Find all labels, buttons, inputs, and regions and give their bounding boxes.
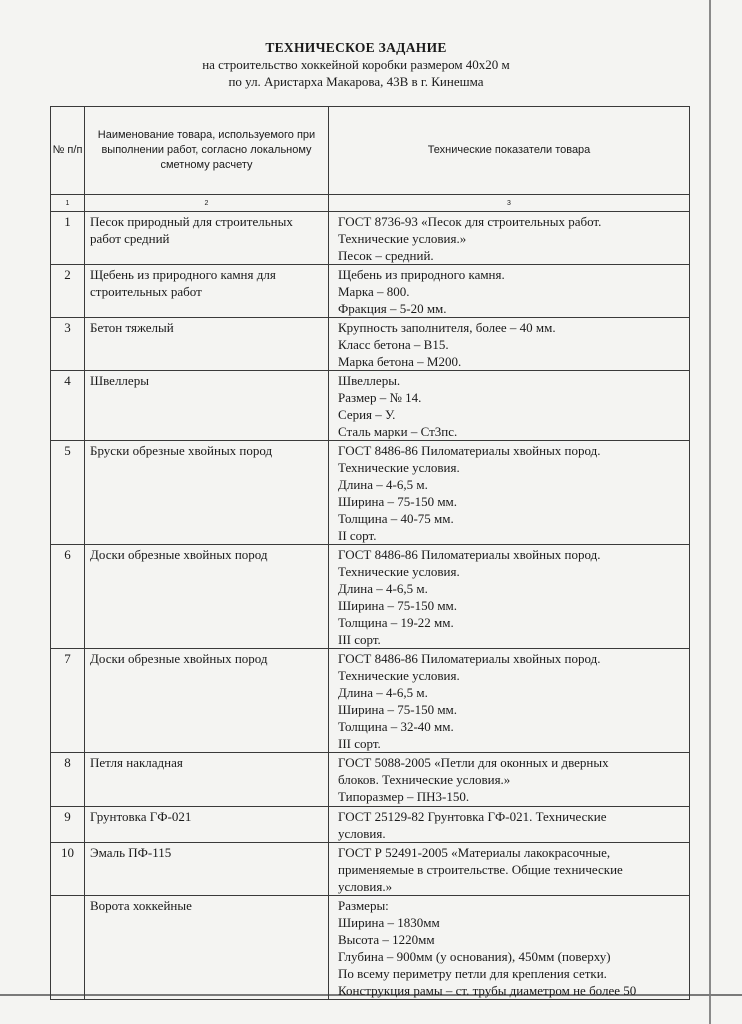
document-subtitle-1: на строительство хоккейной коробки размером 40х20 м [202,57,510,72]
spec-line: условия.» [338,879,393,894]
row-specs [329,371,690,441]
row-item-name: Ворота хоккейные [85,896,329,1000]
row-item-name: Петля накладная [85,753,329,807]
table-row [51,545,690,649]
spec-line: ГОСТ 8486-86 Пиломатериалы хвойных пород. [338,443,601,458]
row-item-name: Песок природный для строительных работ средний [85,212,329,265]
spec-line: Марка – 800. [338,284,410,299]
header-num: № п/п [51,107,85,195]
row-number: 2 [51,265,85,318]
spec-line: Ширина – 75-150 мм. [338,598,458,613]
row-item-name: Доски обрезные хвойных пород [85,545,329,649]
spec-line: По всему периметру петли для крепления сетки. [338,966,607,981]
row-number: 10 [51,843,85,896]
row-item-name: Доски обрезные хвойных пород [85,649,329,753]
spec-line: ГОСТ 8486-86 Пиломатериалы хвойных пород. [338,547,601,562]
spec-line: ГОСТ 8736-93 «Песок для строительных работ. [338,214,602,229]
table-row [51,649,690,753]
spec-line: Длина – 4-6,5 м. [338,685,428,700]
table-row [51,441,690,545]
table-row [51,318,690,371]
page-edge-right [709,0,711,1024]
row-specs [329,896,690,1000]
header-name [85,107,329,195]
spec-line: Марка бетона – М200. [338,354,462,369]
spec-line: Толщина – 19-22 мм. [338,615,454,630]
spec-line: Ширина – 1830мм [338,915,440,930]
spec-line: Ширина – 75-150 мм. [338,494,458,509]
row-number [51,896,85,1000]
spec-line: Длина – 4-6,5 м. [338,581,428,596]
row-specs [329,545,690,649]
spec-line: Крупность заполнителя, более – 40 мм. [338,320,556,335]
row-number: 9 [51,807,85,843]
spec-line: ГОСТ 8486-86 Пиломатериалы хвойных пород. [338,651,601,666]
row-item-name: Бетон тяжелый [85,318,329,371]
table-row [51,212,690,265]
row-item-name: Эмаль ПФ-115 [85,843,329,896]
spec-line: Длина – 4-6,5 м. [338,477,428,492]
document-subtitle-2: по ул. Аристарха Макарова, 43В в г. Кинешма [228,74,484,89]
document-title: ТЕХНИЧЕСКОЕ ЗАДАНИЕ [265,40,447,55]
row-specs [329,265,690,318]
spec-line: Технические условия.» [338,231,467,246]
spec-table [50,106,690,1000]
header-row [51,107,690,195]
row-number: 1 [51,212,85,265]
spec-line: Фракция – 5-20 мм. [338,301,447,316]
spec-line: Швеллеры. [338,373,401,388]
row-specs [329,843,690,896]
row-specs [329,441,690,545]
spec-line: Технические условия. [338,564,460,579]
row-number: 5 [51,441,85,545]
table-row [51,896,690,1000]
table-row [51,371,690,441]
spec-line: ГОСТ 25129-82 Грунтовка ГФ-021. Технические [338,809,607,824]
row-item-name: Бруски обрезные хвойных пород [85,441,329,545]
header-specs: Технические показатели товара [329,107,690,195]
spec-line: ГОСТ 5088-2005 «Петли для оконных и дверных [338,755,609,770]
spec-line: Щебень из природного камня. [338,267,505,282]
row-number: 4 [51,371,85,441]
spec-line: блоков. Технические условия.» [338,772,511,787]
spec-line: Толщина – 40-75 мм. [338,511,454,526]
row-item-name: Грунтовка ГФ-021 [85,807,329,843]
row-item-name: Швеллеры [85,371,329,441]
row-number: 8 [51,753,85,807]
spec-line: Глубина – 900мм (у основания), 450мм (поверху) [338,949,611,964]
spec-line: ГОСТ Р 52491-2005 «Материалы лакокрасочные, [338,845,611,860]
document-header [0,40,712,90]
spec-line: Размеры: [338,898,389,913]
row-item-name: Щебень из природного камня для строительных работ [85,265,329,318]
row-specs [329,753,690,807]
table-body [51,212,690,1000]
column-number: 1 [51,195,85,212]
row-number: 7 [51,649,85,753]
spec-line: Технические условия. [338,460,460,475]
row-specs [329,807,690,843]
spec-line: Толщина – 32-40 мм. [338,719,454,734]
spec-line: Конструкция рамы – ст. трубы диаметром не более 50 [338,983,637,998]
row-specs [329,318,690,371]
row-number: 6 [51,545,85,649]
spec-line: Ширина – 75-150 мм. [338,702,458,717]
spec-line: Класс бетона – В15. [338,337,449,352]
row-specs [329,649,690,753]
spec-line: Сталь марки – Ст3пс. [338,424,458,439]
spec-line: Песок – средний. [338,248,434,263]
row-specs [329,212,690,265]
spec-line: условия. [338,826,386,841]
spec-line: Серия – У. [338,407,396,422]
spec-line: Типоразмер – ПН3-150. [338,789,470,804]
spec-line: III сорт. [338,632,381,647]
column-number: 2 [85,195,329,212]
table-row [51,807,690,843]
column-number: 3 [329,195,690,212]
spec-line: Высота – 1220мм [338,932,435,947]
column-number-row [51,195,690,212]
spec-line: применяемые в строительстве. Общие технические [338,862,623,877]
spec-line: Технические условия. [338,668,460,683]
table-row [51,843,690,896]
table-row [51,753,690,807]
table-row [51,265,690,318]
spec-line: II сорт. [338,528,377,543]
spec-line: III сорт. [338,736,381,751]
spec-line: Размер – № 14. [338,390,422,405]
header-name-text: Наименование товара, используемого при выполнении работ, согласно локальному сметному расчету [97,129,316,171]
row-number: 3 [51,318,85,371]
